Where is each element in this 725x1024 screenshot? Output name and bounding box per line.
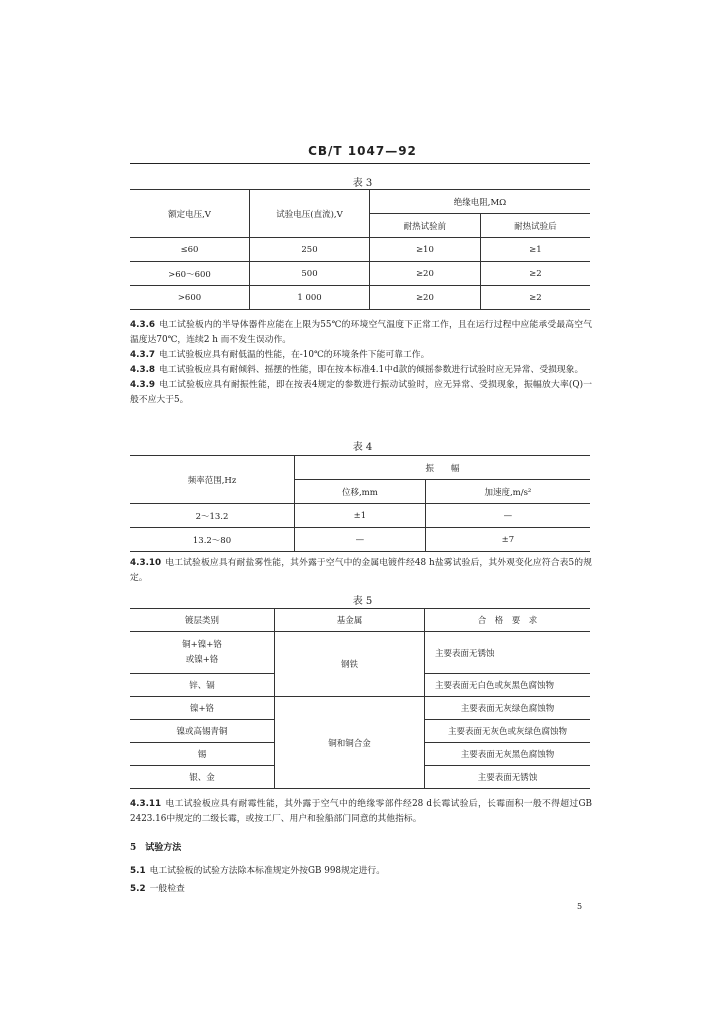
table3-caption: 表 3 [352, 178, 373, 189]
table-row: 2～13.2 ±1 — [130, 504, 590, 528]
table4-caption: 表 4 [352, 442, 373, 453]
clauses-4-3-6-to-4-3-9 [130, 318, 592, 408]
table5-header-requirement: 合 格 要 求 [425, 609, 591, 632]
table-row: 镍或高锡青铜 主要表面无灰色或灰绿色腐蚀物 [130, 720, 590, 743]
table-row: >600 1 000 ≥20 ≥2 [130, 286, 590, 310]
table5 [130, 608, 590, 789]
clause-5-2: 5.2 一般检查 [130, 884, 185, 894]
table-row: 银、金 主要表面无锈蚀 [130, 766, 590, 789]
table5-base-steel: 钢铁 [275, 632, 425, 697]
table5-header-coating: 镀层类别 [130, 609, 275, 632]
table4-header-amplitude: 振 幅 [295, 456, 591, 480]
table3-header-insulation: 绝缘电阻,MΩ [370, 190, 591, 214]
table4 [130, 455, 590, 552]
table4-subheader-displacement: 位移,mm [295, 480, 426, 504]
table-row: ≤60 250 ≥10 ≥1 [130, 238, 590, 262]
clause-4-3-9: 4.3.9 电工试验板应具有耐振性能，即在按表4规定的参数进行振动试验时，应无异常、受损现象，振幅放大率(Q)一般不应大于5。 [130, 380, 592, 405]
clause-4-3-7: 4.3.7 电工试验板应具有耐低温的性能，在-10℃的环境条件下能可靠工作。 [130, 350, 430, 360]
table-row: 锡 主要表面无灰黑色腐蚀物 [130, 743, 590, 766]
clause-4-3-8: 4.3.8 电工试验板应具有耐倾斜、摇摆的性能，即在按本标准4.1中d款的倾摇参数进行试验时应无异常、受损现象。 [130, 365, 584, 375]
clause-4-3-10: 4.3.10 电工试验板应具有耐盐雾性能，其外露于空气中的金属电镀件经48 h盐雾试验后，其外观变化应符合表5的规定。 [130, 558, 592, 583]
table-row: 13.2～80 — ±7 [130, 528, 590, 552]
header-rule [130, 163, 590, 164]
table3-subheader-before: 耐热试验前 [370, 214, 481, 238]
clause-5-1: 5.1 电工试验板的试验方法除本标准规定外按GB 998规定进行。 [130, 866, 386, 876]
table3 [130, 189, 590, 310]
clause-4-3-6: 4.3.6 电工试验板内的半导体器件应能在上限为55℃的环境空气温度下正常工作，且在运行过程中应能承受最高空气温度达70℃，连续2 h 而不发生误动作。 [130, 320, 592, 345]
table4-subheader-acceleration: 加速度,m/s² [425, 480, 590, 504]
page-number: 5 [577, 902, 583, 911]
table-row: 镍+铬 铜和铜合金 主要表面无灰绿色腐蚀物 [130, 697, 590, 720]
table-row: 锌、镉 主要表面无白色或灰黑色腐蚀物 [130, 674, 590, 697]
table3-header-voltage: 额定电压,V [130, 190, 250, 238]
table3-header-test: 试验电压(直流),V [250, 190, 370, 238]
table-row: 铜+镍+铬 或镍+铬 钢铁 主要表面无锈蚀 [130, 632, 590, 674]
table5-base-copper: 铜和铜合金 [275, 697, 425, 789]
table4-header-freq: 频率范围,Hz [130, 456, 295, 504]
table-row: >60～600 500 ≥20 ≥2 [130, 262, 590, 286]
table5-caption: 表 5 [352, 596, 373, 607]
clause-4-3-11: 4.3.11 电工试验板应具有耐霉性能，其外露于空气中的绝缘零部件经28 d长霉试验后，长霉面积一般不得超过GB 2423.16中规定的二级长霉，或按工厂、用户和验船部门同意的其他指标。 [130, 799, 592, 824]
table5-header-base: 基金属 [275, 609, 425, 632]
table3-subheader-after: 耐热试验后 [480, 214, 590, 238]
standard-code: CB/T 1047—92 [308, 144, 417, 158]
section-5-title: 5 试验方法 [130, 843, 182, 853]
